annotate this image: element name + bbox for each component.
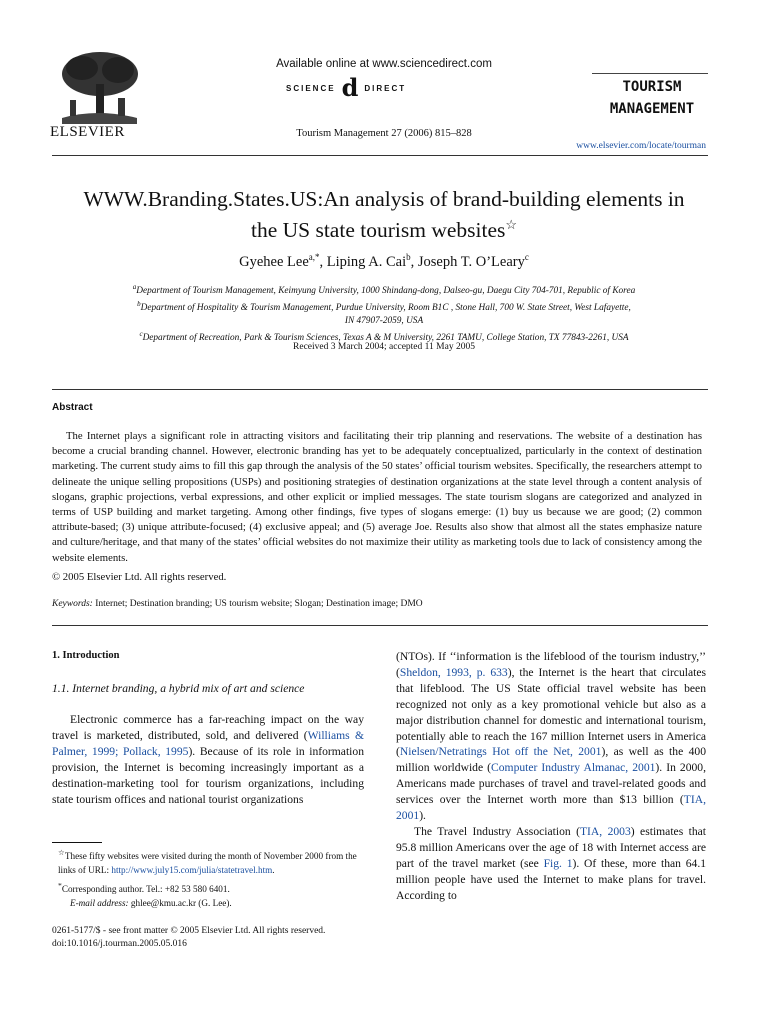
affiliation-text: Department of Tourism Management, Keimyung University, 1000 Shindang-dong, Dalseo-gu, Daegu City 704-701, Republic of Korea (136, 286, 636, 297)
footnote-2 (52, 879, 364, 897)
received-dates: Received 3 March 2004; accepted 11 May 2005 (293, 342, 475, 352)
footnotes (52, 846, 364, 910)
abstract-heading: Abstract (52, 402, 93, 413)
right-paragraph-1 (396, 649, 706, 824)
available-online: Available online at www.sciencedirect.com (276, 58, 492, 70)
text-span: ) estimates that 95.8 million Americans over the age of 18 with Internet access are part of the travel market (see (396, 824, 707, 870)
journal-url-link[interactable]: www.elsevier.com/locate/tourman (576, 141, 706, 151)
footnote-3 (52, 897, 364, 911)
text-span: . (272, 864, 275, 875)
author-name: Liping A. Cai (326, 253, 407, 270)
citation-link[interactable]: Computer Industry Almanac, 2001 (491, 761, 656, 775)
journal-brand-line2: MANAGEMENT (609, 101, 695, 117)
journal-brand-rule (592, 73, 708, 74)
keywords-label: Keywords: (52, 599, 93, 609)
email-label: E-mail address: (70, 897, 129, 908)
footnote-1 (52, 846, 364, 877)
keywords-list: Internet; Destination branding; US tourism website; Slogan; Destination image; DMO (92, 599, 423, 609)
author-affiliation-mark: a,* (308, 252, 320, 262)
author-separator: , (410, 253, 418, 270)
author-list (0, 252, 768, 271)
email-value: ghlee@kmu.ac.kr (G. Lee). (128, 897, 232, 908)
footnote-asterisk: * (58, 881, 62, 891)
text-span: ). Of these, more than 64.1 million people have used the Internet to make plans for travel. According to (396, 856, 707, 902)
text-span: ), as well as the 400 million worldwide ( (396, 745, 706, 775)
header-divider (52, 155, 708, 156)
text-span: ). In 2000, Americans made purchases of travel and travel-related goods and services over the Internet worth more than $13 billion ( (396, 761, 706, 807)
sciencedirect-logo (286, 73, 407, 102)
front-matter-line: 0261-5177/$ - see front matter © 2005 Elsevier Ltd. All rights reserved. (52, 926, 326, 936)
citation-link[interactable]: TIA, 2003 (579, 824, 631, 838)
footnote-url-link[interactable]: http://www.july15.com/julia/statetravel.htm (111, 864, 273, 875)
journal-reference: Tourism Management 27 (2006) 815–828 (296, 128, 472, 139)
text-span: ). (419, 809, 426, 823)
author-name: Joseph T. O’Leary (417, 253, 525, 270)
citation-link[interactable]: Sheldon, 1993, p. 633 (399, 665, 508, 679)
left-column (52, 712, 364, 807)
title-line-1: WWW.Branding.States.US:An analysis of brand-building elements in (83, 187, 685, 211)
title-line-2: the US state tourism websites (250, 218, 506, 243)
affiliation (60, 298, 708, 315)
abstract-copyright: © 2005 Elsevier Ltd. All rights reserved. (52, 571, 227, 583)
footnote-star-icon: ☆ (58, 848, 65, 857)
citation-link[interactable]: Nielsen/Netratings Hot off the Net, 2001 (399, 745, 602, 759)
keywords-divider (52, 625, 708, 626)
citation-link[interactable]: TIA, 2001 (396, 793, 706, 823)
article-title (40, 186, 728, 243)
affiliations (60, 281, 708, 345)
text-span: The Travel Industry Association ( (414, 824, 580, 838)
affiliation-text: Department of Recreation, Park & Tourism Sciences, Texas A & M University, 2261 TAMU, College Station, TX 77843-2261, USA (142, 333, 629, 344)
affiliation-mark: b (137, 300, 141, 309)
title-star-icon: ☆ (505, 217, 518, 232)
right-paragraph-2 (396, 824, 706, 904)
publisher-name: ELSEVIER (50, 124, 125, 140)
text-span: ), the Internet is the heart that circulates that lifeblood. The US State official travel website has been recognized not only as a key promotional vehicle but also as a major distribution channel for domestic and international tourism, potentially able to reach the 167 million Internet users in America ( (396, 665, 706, 759)
keywords (52, 599, 423, 609)
affiliation-mark: c (139, 330, 143, 339)
affiliation-text: Department of Hospitality & Tourism Management, Purdue University, Room B1C , Stone Hall, 700 W. State Street, West Lafayette, (140, 303, 631, 314)
text-span: Corresponding author. Tel.: +82 53 580 6401. (61, 884, 230, 895)
right-column (396, 649, 706, 904)
doi-line: doi:10.1016/j.tourman.2005.05.016 (52, 938, 187, 949)
front-matter (52, 925, 325, 951)
sciencedirect-at-icon: d (341, 73, 359, 102)
science-word: SCIENCE (286, 83, 336, 93)
affiliation (60, 315, 708, 328)
footnote-rule (52, 842, 102, 843)
affiliation-text: IN 47907-2059, USA (344, 316, 424, 327)
subsection-heading: 1.1. Internet branding, a hybrid mix of art and science (52, 682, 305, 695)
affiliation (60, 281, 708, 298)
text-span: Electronic commerce has a far-reaching impact on the way travel is marketed, distributed, sold, and delivered ( (52, 713, 364, 742)
left-paragraph-1 (52, 712, 364, 807)
abstract-text: The Internet plays a significant role in attracting visitors and facilitating their trip planning and reservations. The website of a destination has become a crucial branding channel. However, electronic branding has yet to be adequately conceptualized, particularly in the context of destination marketing. The current study aims to fill this gap through the analysis of the 50 states’ official tourism websites. Specifically, the researchers attempt to delineate the unique selling propositions (USPs) and positioning strategies of destination organizations at the state level through a content analysis of slogans, graphic projections, verbal expressions, and other explicit or implied messages. The state tourism slogans are categorized and analyzed in terms of USP building and market targeting. Among other findings, five types of slogans emerge: (1) buy us because we are good; (2) common attribute-based; (3) unique attribute-focused; (4) exclusive appeal; and (5) average Joe. Results also show that almost all the states emphasize nature and culture/heritage, and that many of the states’ official websites do not maximize their utility as marketing tools due to lack of consistency among the website elements. (52, 430, 702, 564)
citation-link[interactable]: Williams & Palmer, 1999; Pollack, 1995 (52, 728, 364, 758)
direct-word: DIRECT (364, 83, 407, 93)
author-affiliation-mark: c (524, 252, 529, 262)
figure-link[interactable]: Fig. 1 (543, 856, 573, 870)
author-name: Gyehee Lee (239, 253, 309, 270)
author-affiliation-mark: b (406, 252, 411, 262)
abstract-divider (52, 389, 708, 390)
affiliation-mark: a (132, 283, 137, 291)
text-span: (NTOs). If ‘‘information is the lifeblood of the tourism industry,’’ ( (396, 650, 706, 679)
journal-brand-line1: TOURISM (622, 79, 682, 95)
abstract-body (52, 429, 702, 566)
text-span: These fifty websites were visited during the month of November 2000 from the links of URL: (58, 851, 357, 875)
author-separator: , (319, 253, 327, 270)
text-span: ). Because of its role in information provision, the Internet is becoming increasingly important as a destination-marketing tool for tourism organizations, including state tourism offices and national tourist organizations (52, 744, 364, 806)
journal-brand (592, 76, 712, 120)
section-heading: 1. Introduction (52, 650, 120, 661)
